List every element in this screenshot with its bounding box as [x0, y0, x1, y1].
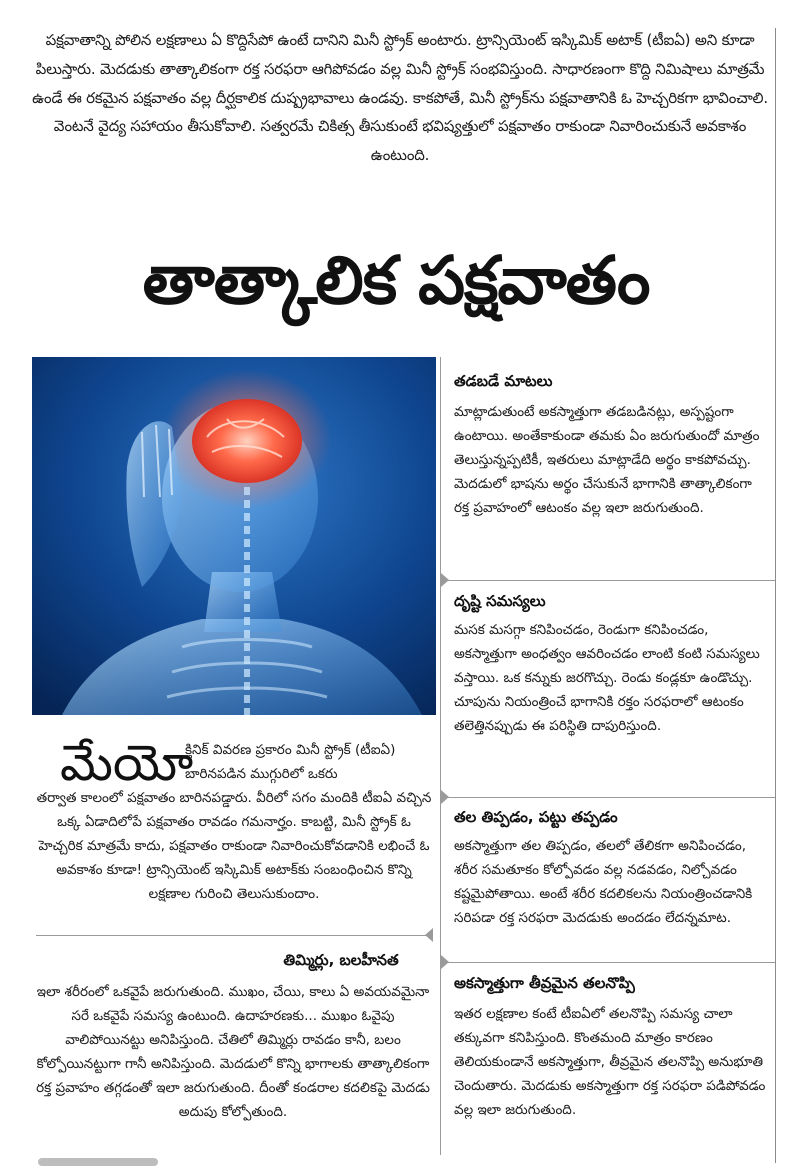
vision-body: మసక మసగ్గా కనిపించడం, రెండుగా కనిపించడం, అకస్మాత్తుగా అంధత్వం ఆవరించడం లాంటి కంటి సమస్యలు వస్తాయి. ఒక కన్నుకు జరగొచ్చు. రెండు కండ్లకూ ఉండొచ్చు. చూపును నియంత్రించే భాగానికి రక్తం సరఫరాలో ఆటంకం తలెత్తినప్పుడు ఈ పరిస్థితి దాపురిస్తుంది.: [454, 622, 760, 734]
mayo-paragraph: తర్వాత కాలంలో పక్షవాతం బారినపడ్డారు. వీరిలో సగం మందికి టీఐఏ వచ్చిన ఒక్క ఏడాదిలోపే పక్షవాతం రావడం గమనార్హం. కాబట్టి, మినీ స్ట్రోక్ ఓ హెచ్చరిక మాత్రమే కాదు, పక్షవాతం రాకుండా నివారించుకోవడానికి లభించే ఓ అవకాశం కూడా! ట్రాన్సియెంట్ ఇస్కిమిక్ అటాక్‌కు సంబంధించిన కొన్ని లక్షణాల గురించి తెలుసుకుందాం.: [36, 790, 432, 902]
vision-title: దృష్టి సమస్యలు: [454, 592, 546, 610]
brain-headache-illustration: [32, 357, 436, 715]
mayo-first-lines: క్లినిక్ వివరణ ప్రకారం మినీ స్ట్రోక్ (టీఐఏ) బారినపడిన ముగ్గురిలో ఒకరు: [185, 742, 396, 782]
speech-body: మాట్లాడుతుంటే అకస్మాత్తుగా తడబడినట్లు, అస్పష్టంగా ఉంటాయి. అంతేకాకుండా తమకు ఏం జరుగుతుందో మాత్రం తెలుస్తున్నప్పటికీ, ఇతరులు మాట్లాడేది అర్థం కాకపోవచ్చు. మెదడులో భాషను అర్థం చేసుకునే భాగానికి తాత్కాలికంగా రక్త ప్రవాహంలో ఆటంకం వల్ల ఇలా జరుగుతుంది.: [454, 404, 760, 516]
divider-notch: [441, 955, 449, 969]
headline: తాత్కాలిక పక్షవాతం: [142, 242, 650, 319]
dropcap: [60, 735, 193, 791]
column-separator: [440, 357, 441, 1155]
intro-paragraph: పక్షవాతాన్ని పోలిన లక్షణాలు ఏ కొద్దిసేపో ఉంటే దానిని మినీ స్ట్రోక్ అంటారు. ట్రాన్సియెంట్ ఇస్కిమిక్ అటాక్ (టీఐఏ) అని కూడా పిలుస్తారు. మెదడుకు తాత్కాలికంగా రక్త సరఫరా ఆగిపోవడం వల్ల మినీ స్ట్రోక్ సంభవిస్తుంది. సాధారణంగా కొద్ది నిమిషాలు మాత్రమే ఉండే ఈ రకమైన పక్షవాతం వల్ల దీర్ఘకాలిక దుష్ప్రభావాలు ఉండవు. కాకపోతే, మినీ స్ట్రోక్‌ను పక్షవాతానికి ఓ హెచ్చరికగా భావించాలి. వెంటనే వైద్య సహాయం తీసుకోవాలి. సత్వరమే చికిత్స తీసుకుంటే భవిష్యత్తులో పక్షవాతం రాకుండా నివారించుకునే అవకాశం ఉంటుంది.: [32, 31, 768, 165]
numbness-body: ఇలా శరీరంలో ఒకవైపే జరుగుతుంది. ముఖం, చేయి, కాలు ఏ అవయవమైనా సరే ఒకవైపే సమస్య ఉంటుంది. ఉదాహరణకు... ముఖం ఓవైపు వాలిపోయినట్టు అనిపిస్తుంది. చేతిలో తిమ్మిర్లు రావడం కానీ, బలం కోల్పోయినట్టుగా గానీ అనిపిస్తుంది. మెదడులో కొన్ని భాగాలకు తాత్కాలికంగా రక్త ప్రవాహం తగ్గడంతో ఇలా జరుగుతుంది. దీంతో కండరాల కదలికపై మెదడు అదుపు కోల్పోతుంది.: [36, 984, 430, 1120]
headache-title: అకస్మాత్తుగా తీవ్రమైన తలనొప్పి: [454, 974, 635, 992]
headache-body: ఇతర లక్షణాల కంటే టీఐఏలో తలనొప్పి సమస్య చాలా తక్కువగా కనిపిస్తుంది. కొంతమంది మాత్రం కారణం తెలియకుండానే అకస్మాత్తుగా, తీవ్రమైన తలనొప్పి అనుభూతి చెందుతారు. మెదడుకు అకస్మాత్తుగా రక్త సరఫరా పడిపోవడం వల్ల ఇలా జరుగుతుంది.: [454, 1006, 766, 1118]
horizontal-scrollbar[interactable]: [38, 1158, 158, 1166]
dropcap-text: మేయో: [60, 734, 194, 792]
speech-title: తడబడే మాటలు: [454, 372, 553, 390]
divider: [36, 935, 432, 936]
divider-notch: [425, 928, 433, 942]
column-rule: [775, 28, 776, 1163]
divider: [441, 797, 775, 798]
divider: [441, 962, 775, 963]
divider-notch: [441, 790, 449, 804]
dizziness-body: అకస్మాత్తుగా తల తిప్పడం, తలలో తేలికగా అనిపించడం, శరీర సమతూకం కోల్పోవడం వల్ల నడవడం, నిల్చోవడం కష్టమైపోతాయి. అంటే శరీర కదలికలను నియంత్రించడానికి సరిపడా రక్త సరఫరా మెదడుకు అందడం లేదన్నమాట.: [454, 838, 753, 926]
hero-illustration: [32, 357, 436, 715]
numbness-title: తిమ్మిర్లు, బలహీనత: [283, 951, 399, 969]
dizziness-title: తల తిప్పడం, పట్టు తప్పడం: [454, 808, 618, 826]
divider-notch: [441, 573, 449, 587]
divider: [441, 580, 775, 581]
